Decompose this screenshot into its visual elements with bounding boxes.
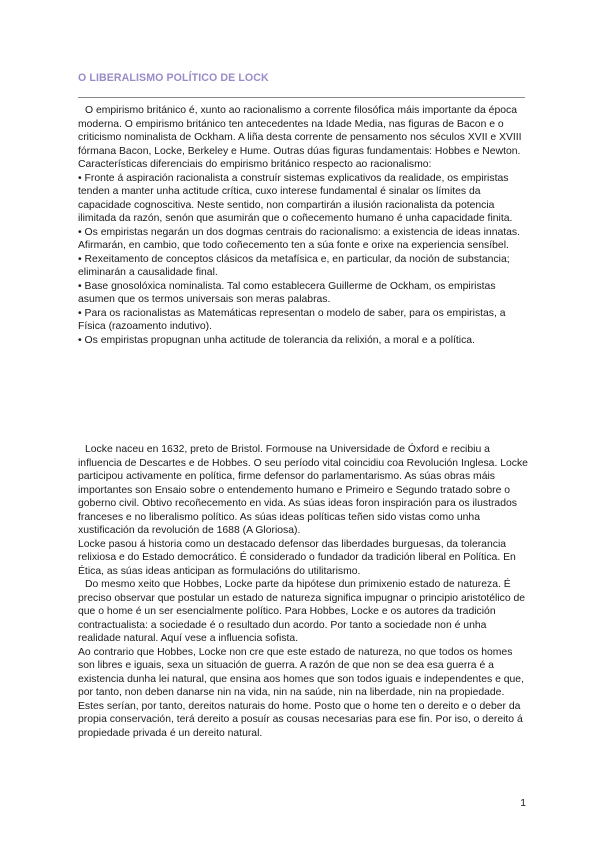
characteristic-item: • Base gnosolóxica nominalista. Tal como establecera Guillerme de Ockham, os empiristas asumen que os termos universais son meras palabras.: [78, 280, 496, 305]
locke-legacy-paragraph: Locke pasou á historia como un destacado defensor das liberdades burguesas, da tolerancia relixiosa e do Estado democrático. É considerado o fundador da tradición liberal en Política. En Ética, as súas ideas anticipan as formulacións do utilitarismo.: [78, 538, 516, 577]
characteristic-item: • Fronte á aspiración racionalista a construír sistemas explicativos da realidade, os empiristas tenden a manter unha actitude crítica, cuxo interese fundamental é sinalar os límites da capacidade cognoscitiva. Neste sentido, non compartirán a ilusión racionalista da potencia ilimitada da razón, senón que asumirán que o coñecemento humano é unha capacidade finita.: [78, 172, 513, 224]
locke-bio-paragraph: Locke naceu en 1632, preto de Bristol. Formouse na Universidade de Óxford e recibiu a influencia de Descartes e de Hobbes. O seu período vital coincidiu coa Revolución Inglesa. Locke participou activamente en política, firme defensor do parlamentarismo. As súas obras máis importantes son Ensaio sobre o entendemento humano e Primeiro e Segundo tratado sobre o goberno civil. Obtivo recoñecemento en vida. As súas ideas foron inspiración para os ilustrados franceses e no liberalismo político. As súas ideas políticas teñen sido vistas como unha xustificación da revolución de 1688 (A Gloriosa).: [78, 444, 528, 536]
characteristic-item: • Os empiristas negarán un dos dogmas centrais do racionalismo: a existencia de ideas innatas. Afirmarán, en cambio, que todo coñecemento ten a súa fonte e orixe na experiencia sensíbel.: [78, 226, 521, 251]
characteristic-item: • Para os racionalistas as Matemáticas representan o modelo de saber, para os empiristas, a Física (razoamento indutivo).: [78, 307, 506, 332]
title-divider: [78, 97, 525, 98]
state-of-nature-paragraph: Do mesmo xeito que Hobbes, Locke parte da hipótese dun primixenio estado de natureza. É preciso observar que postular un estado de natureza significa impugnar o principio aristotélico de que o home é un ser esencialmente político. Para Hobbes, Locke e os autores da tradición contractualista: a sociedade é o resultado dun acordo. Por tanto a sociedade non é unha realidade natural. Aquí vese a influencia sofista.: [78, 579, 526, 644]
characteristics-heading: Características diferenciais do empirismo británico respecto ao racionalismo:: [78, 159, 432, 170]
characteristic-item: • Rexeitamento de conceptos clásicos da metafísica e, en particular, da noción de substancia; eliminarán a causalidade final.: [78, 253, 510, 278]
document-title: O LIBERALISMO POLÍTICO DE LOCK: [78, 72, 269, 84]
page-number: 1: [520, 798, 526, 809]
intro-paragraph: O empirismo británico é, xunto ao racionalismo a corrente filosófica máis importante da época moderna. O empirismo británico ten antecedentes na Idade Media, nas figuras de Bacon e o criticismo nominalista de Ockham. A liña desta corrente de pensamento nos séculos XVII e XVIII fórmana Bacon, Locke, Berkeley e Hume. Outras dúas figuras fundamentais: Hobbes e Newton.: [78, 105, 522, 157]
contrary-hobbes-paragraph: Ao contrario que Hobbes, Locke non cre que este estado de natureza, no que todos os homes son libres e iguais, sexa un situación de guerra. A razón de que non se dea esa guerra é a existencia dunha lei natural, que ensina aos homes que son todos iguais e independentes e que, por tanto, non deben danarse nin na vida, nin na saúde, nin na liberdade, nin na propiedade. Estes serían, por tanto, dereitos naturais do home. Posto que o home ten o dereito e o deber da propia conservación, terá dereito a posuír as cousas necesarias para ese fin. Por iso, o dereito á propiedade privada é un dereito natural.: [78, 646, 524, 739]
characteristic-item: • Os empiristas propugnan unha actitude de tolerancia da relixión, a moral e a política.: [78, 334, 475, 346]
locke-section: [78, 443, 528, 740]
intro-section: [78, 104, 528, 347]
